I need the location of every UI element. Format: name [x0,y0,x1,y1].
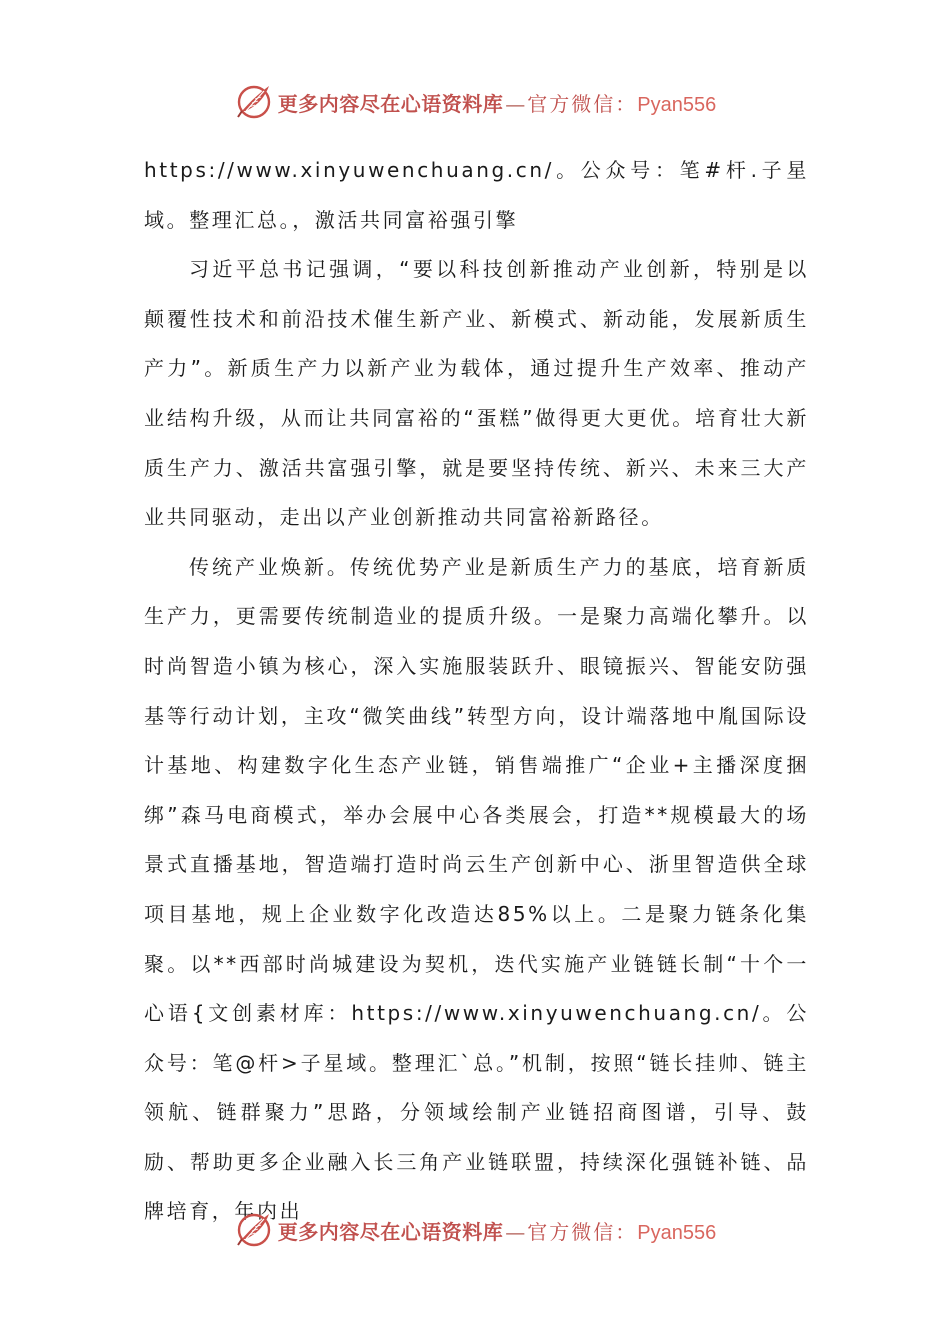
banner-dash: — [505,91,526,116]
header-banner [0,80,950,124]
banner-wechat-label: 官方微信： [527,91,638,116]
feather-pen-logo-icon [234,1210,274,1250]
banner-title: 更多内容尽在心语资料库 [277,1219,504,1244]
banner-title: 更多内容尽在心语资料库 [277,91,504,116]
banner-wechat-label: 官方微信： [527,1219,638,1244]
footer-banner [0,1208,950,1252]
banner-wechat-id: Pyan556 [637,93,717,116]
banner-wechat-id: Pyan556 [637,1221,717,1244]
banner-dash: — [505,1219,526,1244]
body-paragraph-2: 习近平总书记强调，“要以科技创新推动产业创新，特别是以颠覆性技术和前沿技术催生新产业、新模式、新动能，发展新质生产力”。新质生产力以新产业为载体，通过提升生产效率、推动产业结构升级，从而让共同富裕的“蛋糕”做得更大更优。培育壮大新质生产力、激活共富强引擎，就是要坚持传统、新兴、未来三大产业共同驱动，走出以产业创新推动共同富裕新路径。 [144,257,809,530]
feather-pen-logo-icon [234,82,274,122]
body-paragraph-3: 传统产业焕新。传统优势产业是新质生产力的基底，培育新质生产力，更需要传统制造业的提质升级。一是聚力高端化攀升。以时尚智造小镇为核心，深入实施服装跃升、眼镜振兴、智能安防强基等行动计划，主攻“微笑曲线”转型方向，设计端落地中胤国际设计基地、构建数字化生态产业链，销售端推广“企业+主播深度捆绑”森马电商模式，举办会展中心各类展会，打造**规模最大的场景式直播基地，智造端打造时尚云生产创新中心、浙里智造供全球项目基地，规上企业数字化改造达85%以上。二是聚力链条化集聚。以**西部时尚城建设为契机，迭代实施产业链链长制“十个一心语{文创素材库：https://www.xinyuwenchuang.cn/。公众号：笔@杆>子星域。整理汇`总。”机制，按照“链长挂帅、链主领航、链群聚力”思路，分领域绘制产业链招商图谱，引导、鼓励、帮助更多企业融入长三角产业链联盟，持续深化强链补链、品牌培育，年内出 [144,554,809,1224]
document-body [144,146,809,1237]
body-paragraph-1: https://www.xinyuwenchuang.cn/。公众号：笔#杆.子星域。整理汇总。，激活共同富裕强引擎 [144,158,809,232]
